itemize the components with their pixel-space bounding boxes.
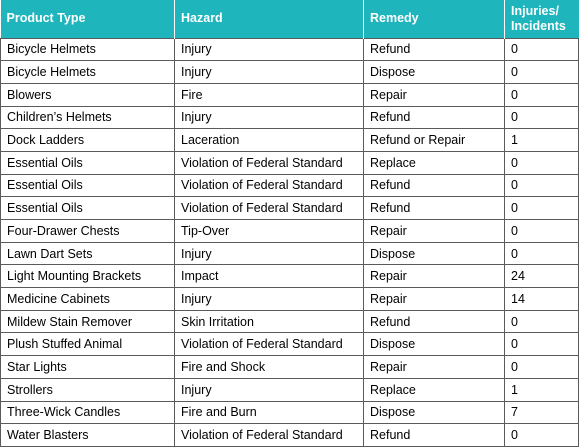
remedy-cell: Refund or Repair bbox=[364, 129, 505, 152]
table-row bbox=[1, 333, 579, 356]
header-injuries-incidents-label: Injuries/ Incidents bbox=[511, 3, 566, 33]
remedy-cell: Refund bbox=[364, 174, 505, 197]
remedy-cell: Repair bbox=[364, 288, 505, 311]
injuries-cell: 0 bbox=[505, 356, 579, 379]
product-type-cell: Essential Oils bbox=[1, 197, 175, 220]
hazard-cell: Fire and Burn bbox=[175, 401, 364, 424]
product-type-cell: Children’s Helmets bbox=[1, 106, 175, 129]
injuries-cell: 0 bbox=[505, 197, 579, 220]
table-row bbox=[1, 61, 579, 84]
product-type-cell: Dock Ladders bbox=[1, 129, 175, 152]
table-row bbox=[1, 265, 579, 288]
header-hazard: Hazard bbox=[175, 0, 364, 38]
remedy-cell: Refund bbox=[364, 106, 505, 129]
table-row bbox=[1, 129, 579, 152]
table-row bbox=[1, 378, 579, 401]
table-row bbox=[1, 288, 579, 311]
hazard-cell: Laceration bbox=[175, 129, 364, 152]
remedy-cell: Replace bbox=[364, 378, 505, 401]
table-row bbox=[1, 151, 579, 174]
header-row bbox=[1, 0, 579, 38]
remedy-cell: Dispose bbox=[364, 61, 505, 84]
remedy-cell: Replace bbox=[364, 151, 505, 174]
hazard-cell: Violation of Federal Standard bbox=[175, 151, 364, 174]
hazard-cell: Injury bbox=[175, 288, 364, 311]
remedy-cell: Repair bbox=[364, 356, 505, 379]
table-row bbox=[1, 242, 579, 265]
hazard-cell: Injury bbox=[175, 378, 364, 401]
hazard-cell: Fire bbox=[175, 83, 364, 106]
table-row bbox=[1, 197, 579, 220]
product-type-cell: Star Lights bbox=[1, 356, 175, 379]
hazard-cell: Injury bbox=[175, 61, 364, 84]
injuries-cell: 7 bbox=[505, 401, 579, 424]
hazard-cell: Violation of Federal Standard bbox=[175, 197, 364, 220]
product-type-cell: Three-Wick Candles bbox=[1, 401, 175, 424]
remedy-cell: Repair bbox=[364, 83, 505, 106]
remedy-cell: Dispose bbox=[364, 401, 505, 424]
injuries-cell: 1 bbox=[505, 378, 579, 401]
table-row bbox=[1, 174, 579, 197]
injuries-cell: 24 bbox=[505, 265, 579, 288]
product-type-cell: Strollers bbox=[1, 378, 175, 401]
injuries-cell: 0 bbox=[505, 174, 579, 197]
injuries-cell: 0 bbox=[505, 106, 579, 129]
injuries-cell: 0 bbox=[505, 424, 579, 447]
product-type-cell: Bicycle Helmets bbox=[1, 38, 175, 61]
hazard-cell: Fire and Shock bbox=[175, 356, 364, 379]
table-header bbox=[1, 0, 579, 38]
product-type-cell: Lawn Dart Sets bbox=[1, 242, 175, 265]
hazard-cell: Impact bbox=[175, 265, 364, 288]
injuries-cell: 0 bbox=[505, 310, 579, 333]
injuries-cell: 0 bbox=[505, 242, 579, 265]
injuries-cell: 0 bbox=[505, 220, 579, 243]
hazard-cell: Violation of Federal Standard bbox=[175, 174, 364, 197]
table-row bbox=[1, 83, 579, 106]
product-type-cell: Medicine Cabinets bbox=[1, 288, 175, 311]
injuries-cell: 0 bbox=[505, 151, 579, 174]
remedy-cell: Refund bbox=[364, 38, 505, 61]
remedy-cell: Repair bbox=[364, 220, 505, 243]
product-type-cell: Four-Drawer Chests bbox=[1, 220, 175, 243]
hazard-cell: Injury bbox=[175, 106, 364, 129]
remedy-cell: Repair bbox=[364, 265, 505, 288]
table-row bbox=[1, 106, 579, 129]
injuries-cell: 14 bbox=[505, 288, 579, 311]
hazard-cell: Injury bbox=[175, 242, 364, 265]
injuries-cell: 0 bbox=[505, 61, 579, 84]
header-product-type: Product Type bbox=[1, 0, 175, 38]
product-type-cell: Light Mounting Brackets bbox=[1, 265, 175, 288]
table-row bbox=[1, 401, 579, 424]
hazard-cell: Tip-Over bbox=[175, 220, 364, 243]
header-remedy: Remedy bbox=[364, 0, 505, 38]
product-type-cell: Mildew Stain Remover bbox=[1, 310, 175, 333]
table-row bbox=[1, 38, 579, 61]
table-row bbox=[1, 310, 579, 333]
injuries-cell: 0 bbox=[505, 83, 579, 106]
hazard-cell: Violation of Federal Standard bbox=[175, 333, 364, 356]
table-row bbox=[1, 424, 579, 447]
product-type-cell: Blowers bbox=[1, 83, 175, 106]
header-injuries-incidents bbox=[505, 0, 579, 38]
product-type-cell: Bicycle Helmets bbox=[1, 61, 175, 84]
remedy-cell: Dispose bbox=[364, 333, 505, 356]
hazard-cell: Skin Irritation bbox=[175, 310, 364, 333]
hazard-cell: Injury bbox=[175, 38, 364, 61]
product-type-cell: Water Blasters bbox=[1, 424, 175, 447]
remedy-cell: Refund bbox=[364, 424, 505, 447]
injuries-cell: 0 bbox=[505, 333, 579, 356]
remedy-cell: Refund bbox=[364, 310, 505, 333]
product-type-cell: Essential Oils bbox=[1, 151, 175, 174]
table-body bbox=[1, 38, 579, 446]
hazard-cell: Violation of Federal Standard bbox=[175, 424, 364, 447]
remedy-cell: Dispose bbox=[364, 242, 505, 265]
product-type-cell: Essential Oils bbox=[1, 174, 175, 197]
table-row bbox=[1, 220, 579, 243]
injuries-cell: 1 bbox=[505, 129, 579, 152]
table-row bbox=[1, 356, 579, 379]
injuries-cell: 0 bbox=[505, 38, 579, 61]
product-type-cell: Plush Stuffed Animal bbox=[1, 333, 175, 356]
remedy-cell: Refund bbox=[364, 197, 505, 220]
